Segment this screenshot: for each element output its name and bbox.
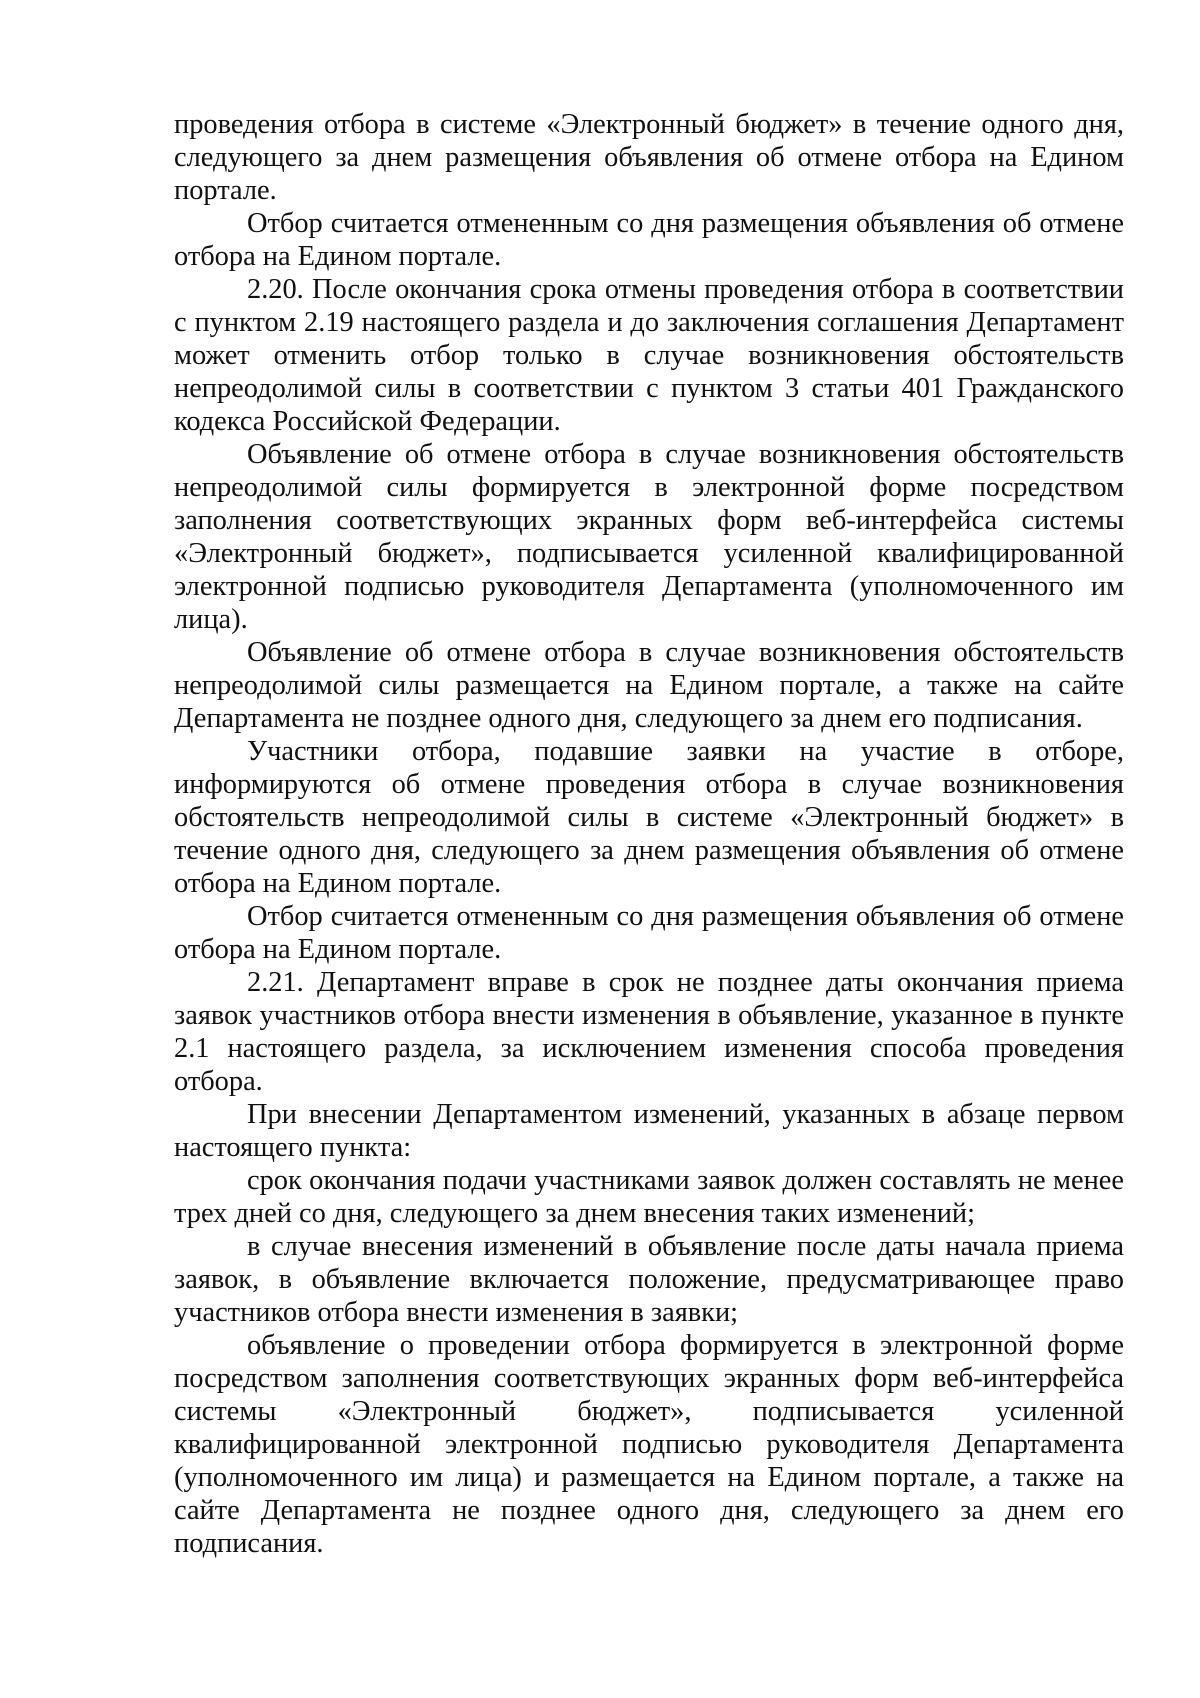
paragraph-10: срок окончания подачи участниками заявок должен составлять не менее трех дней со дня, следующего за днем внесения таких изменений; xyxy=(174,1165,1124,1229)
paragraph-6: Участники отбора, подавшие заявки на участие в отборе, информируются об отмене проведения отбора в случае возникновения обстоятельств непреодолимой силы в системе «Электронный бюджет» в течение одного дня, следующего за днем размещения объявления об отмене отбора на Едином портале. xyxy=(174,736,1124,899)
paragraph-11: в случае внесения изменений в объявление после даты начала приема заявок, в объявление включается положение, предусматривающее право участников отбора внести изменения в заявки; xyxy=(174,1231,1124,1328)
paragraph-9: При внесении Департаментом изменений, указанных в абзаце первом настоящего пункта: xyxy=(174,1099,1124,1163)
paragraph-3: 2.20. После окончания срока отмены проведения отбора в соответствии с пунктом 2.19 настоящего раздела и до заключения соглашения Департамент может отменить отбор только в случае возникновения обстоятельств непреодолимой силы в соответствии с пунктом 3 статьи 401 Гражданского кодекса Российской Федерации. xyxy=(174,274,1124,437)
paragraph-12: объявление о проведении отбора формируется в электронной форме посредством заполнения соответствующих экранных форм веб-интерфейса системы «Электронный бюджет», подписывается усиленной квалифицированной электронной подписью руководителя Департамента (уполномоченного им лица) и размещается на Едином портале, а также на сайте Департамента не позднее одного дня, следующего за днем его подписания. xyxy=(174,1330,1124,1559)
paragraph-2: Отбор считается отмененным со дня размещения объявления об отмене отбора на Едином портале. xyxy=(174,208,1124,272)
document-page xyxy=(174,108,1124,1560)
paragraph-4: Объявление об отмене отбора в случае возникновения обстоятельств непреодолимой силы формируется в электронной форме посредством заполнения соответствующих экранных форм веб-интерфейса системы «Электронный бюджет», подписывается усиленной квалифицированной электронной подписью руководителя Департамента (уполномоченного им лица). xyxy=(174,439,1124,635)
paragraph-1: проведения отбора в системе «Электронный бюджет» в течение одного дня, следующего за днем размещения объявления об отмене отбора на Едином портале. xyxy=(174,109,1124,206)
paragraph-5: Объявление об отмене отбора в случае возникновения обстоятельств непреодолимой силы размещается на Едином портале, а также на сайте Департамента не позднее одного дня, следующего за днем его подписания. xyxy=(174,637,1124,734)
paragraph-8: 2.21. Департамент вправе в срок не позднее даты окончания приема заявок участников отбора внести изменения в объявление, указанное в пункте 2.1 настоящего раздела, за исключением изменения способа проведения отбора. xyxy=(174,967,1124,1097)
paragraph-7: Отбор считается отмененным со дня размещения объявления об отмене отбора на Едином портале. xyxy=(174,901,1124,965)
